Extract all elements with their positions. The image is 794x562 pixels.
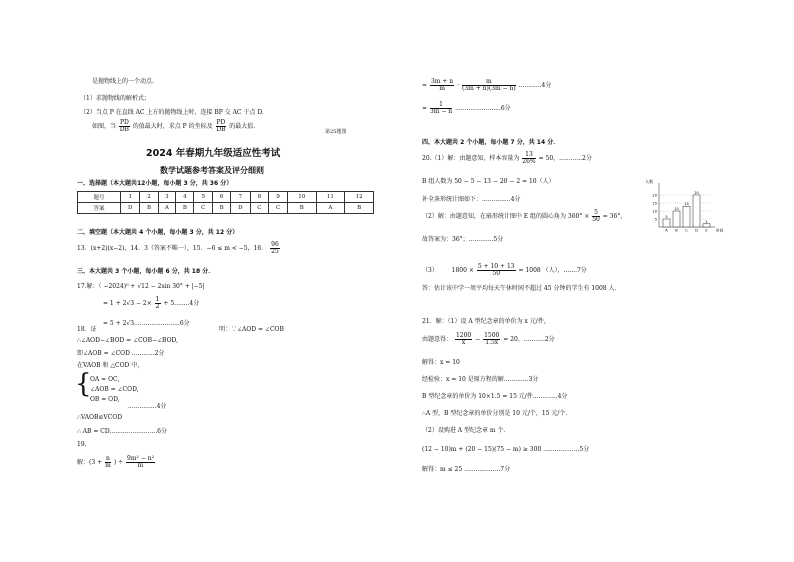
r1-score: ............4分: [518, 82, 552, 89]
frac-num: 1500: [484, 332, 500, 339]
table-answer-cell: C: [194, 203, 213, 214]
chart-ytick-label: 20: [652, 193, 657, 198]
q21-line-2c: = 20，...........2分: [503, 336, 555, 343]
pd-db-fraction-2: [216, 120, 227, 133]
table-header-cell: 3: [158, 192, 176, 203]
frac-num: 1: [430, 102, 452, 109]
r2-eq: =: [422, 105, 428, 112]
chart-bar: [663, 219, 670, 227]
r2-score: ........................6分: [455, 105, 511, 112]
answer-table: [77, 191, 374, 214]
bar-chart: [643, 175, 723, 235]
q20-line-7: 答：估计该中学一周平均每天午休时间不超过 45 分钟的学生有 1008 人．: [422, 285, 621, 292]
figure-caption: 第25题图: [325, 129, 347, 135]
q18-line-3: 即∠AOB = ∠COD ............2分: [77, 350, 165, 357]
frac-den: DB: [119, 126, 129, 133]
chart-bar: [703, 224, 710, 227]
q20-fraction-2: [592, 210, 600, 223]
frac-num: 96: [271, 241, 279, 248]
table-answer-cell: C: [250, 203, 269, 214]
q17-fraction: [155, 297, 161, 310]
table-answer-cell: D: [231, 203, 250, 214]
q17-line-3: = 5 + 2√3........................6分: [103, 320, 190, 327]
q17-line-2a: = 1 + 2√3 − 2×: [103, 300, 152, 307]
q20-line-6c: = 1008 （人），.......7分: [518, 267, 587, 274]
q18-line-5: ∴VAOB≌VCOD: [77, 414, 123, 421]
q20-line-4a: （2）解：由题意知，在扇形统计图中 E 组的圆心角为 360° ×: [422, 213, 590, 220]
table-answer-cell: B: [287, 203, 316, 214]
q17-line-2b: + 5........4分: [163, 300, 200, 307]
frac-num: n: [106, 455, 110, 462]
q21-line-2b: −: [475, 336, 481, 343]
frac-den: 3m − n: [429, 108, 453, 115]
frac-num: 13: [522, 152, 535, 159]
table-header-cell: 10: [287, 192, 316, 203]
frac-den: m: [105, 462, 111, 469]
table-header-cell: 2: [140, 192, 158, 203]
chart-bar: [693, 195, 700, 227]
q18-line-6: ∴ AB = CD.........................6分: [77, 428, 167, 435]
frac-den: (3m + n)(3m − n): [461, 85, 516, 92]
q19-line-1b: ) ÷: [113, 459, 124, 466]
chart-data-label: 5: [665, 215, 668, 219]
q18-cond-score: ...............4分: [128, 403, 167, 410]
frac-den: 1.5x: [485, 339, 499, 346]
q18-label: 18．证: [77, 326, 97, 333]
chart-category-label: A: [665, 228, 668, 233]
chart-data-label: 10: [674, 207, 679, 211]
table-header-cell: 6: [213, 192, 231, 203]
q18-line-4: 在VAOB 和 △COD 中，: [77, 362, 144, 369]
q18-proof-start: 明：∵∠AOD = ∠COB: [219, 326, 284, 333]
q21-line-5: B 型纪念章的单价为 10×1.5 = 15 元/件.............4分: [422, 393, 568, 400]
table-header-cell: 12: [345, 192, 374, 203]
q20-line-1a: 20.（1）解：由题意知，样本容量为: [422, 155, 520, 162]
carry-q2: （2）当点 P 在直线 AC 上方的抛物线上时，连接 BP 交 AC 于点 D.: [80, 109, 264, 116]
pd-db-fraction: [119, 120, 130, 133]
table-answer-cell: B: [345, 203, 374, 214]
q17-line-2: [103, 297, 199, 310]
frac-den: 50: [492, 270, 501, 277]
table-answer-row: [78, 203, 374, 214]
q21-line-6: ∴A 型，B 型纪念章的单价分别是 10 元/个，15 元/个．: [422, 410, 572, 417]
frac-den: 25: [271, 248, 279, 255]
frac-den: m: [137, 462, 144, 469]
table-answer-cell: D: [121, 203, 140, 214]
q21-line-3: 解得：x = 10: [422, 359, 460, 366]
q18-cond-3: OB = OD,: [90, 396, 120, 403]
chart-data-label: 2: [705, 219, 708, 224]
r1-eq: =: [422, 82, 428, 89]
q21-line-4: 经检验：x = 10 是原方程的解.............3分: [422, 376, 539, 383]
q21-line-2: [422, 333, 555, 346]
carry-q1: （1）求抛物线的解析式；: [80, 95, 150, 102]
section-4-heading: 四、本大题共 2 个小题，每小题 7 分，共 14 分．: [422, 139, 560, 146]
frac-den: 2: [155, 303, 160, 310]
q21-line-1: 21．解：（1）设 A 型纪念章的单价为 x 元/件，: [422, 318, 550, 325]
q17-line-1: 17.解：（ −2024)⁰ + √12 − 2sin 30° + |−5|: [77, 283, 205, 290]
frac-num: 1200: [455, 332, 472, 339]
frac-num: 3m + n: [430, 78, 454, 85]
q20-line-2: B 组人数为 50 − 5 − 13 − 20 − 2 = 10（人）: [422, 178, 555, 185]
q20-line-4b: = 36°，: [602, 213, 627, 220]
r1-dot: ·: [457, 82, 460, 89]
r1-fraction-2: [462, 79, 516, 92]
table-answer-cell: B: [140, 203, 158, 214]
table-answer-cell: A: [316, 203, 345, 214]
frac-den: x: [461, 339, 466, 346]
table-header-cell: 7: [231, 192, 250, 203]
q20-line-4: [422, 210, 626, 223]
r2-fraction: [430, 102, 452, 115]
carry-as-fig: 如图，当: [92, 123, 117, 130]
q19-label: 19.: [77, 441, 87, 448]
table-answer-cell: C: [269, 203, 288, 214]
r2-line: [422, 102, 511, 115]
q18-cond-2: ∠AOB = ∠COD,: [90, 386, 139, 393]
chart-data-label: 13: [684, 202, 689, 207]
chart-category-label: D: [695, 228, 698, 233]
q20-fraction-1: [522, 152, 535, 165]
carry-middle: 的值最大时，求点 P 的坐标及: [132, 123, 213, 130]
r1-fraction-1: [430, 79, 454, 92]
table-header-cell: 8: [250, 192, 269, 203]
frac-num: 5: [594, 209, 598, 216]
carry-line-4: [92, 120, 255, 133]
table-header-cell: 4: [176, 192, 194, 203]
r1-line: [422, 79, 551, 92]
q20-line-6a: （3）: [422, 267, 438, 274]
q18-cond-1: OA = OC,: [90, 376, 120, 383]
table-answer-cell: B: [176, 203, 194, 214]
chart-xlabel: 时间: [716, 228, 723, 233]
frac-den: 26%: [522, 158, 536, 165]
q19-fraction-a: [105, 456, 111, 469]
table-answer-cell: B: [213, 203, 231, 214]
chart-ytick-label: 10: [652, 209, 657, 214]
frac-den: m: [439, 85, 445, 92]
table-answer-cell: A: [158, 203, 176, 214]
q19-fraction-b: [126, 456, 155, 469]
q20-line-1: [422, 152, 592, 165]
q20-line-3: 补全条形统计图如下：...............4分: [422, 196, 521, 203]
frac-den: 50: [592, 216, 600, 223]
q21-fraction-1: [455, 333, 472, 346]
fill-answers: [77, 242, 281, 255]
q18-line-2: ∴∠AOD−∠BOD = ∠COB−∠BOD,: [77, 337, 178, 344]
section-1-heading: 一、选择题（本大题共12小题，每小题 3 分，共 36 分）: [77, 180, 233, 187]
chart-ytick-label: 5: [654, 217, 657, 222]
chart-category-label: C: [685, 228, 688, 233]
frac-num: 5 + 10 + 13: [477, 263, 515, 270]
frac-num: 1: [155, 296, 160, 303]
chart-ylabel: 人数: [645, 179, 653, 184]
frac-num: 9m² − n²: [127, 455, 155, 462]
chart-data-label: 20: [694, 191, 699, 195]
q20-line-5: 故答案为：36°；.............5分: [422, 236, 504, 243]
page-title: 2024 年春期九年级适应性考试: [146, 148, 281, 159]
chart-bar: [683, 206, 690, 227]
table-header-label: 题号: [78, 192, 121, 203]
table-header-cell: 9: [269, 192, 288, 203]
frac-num: PD: [216, 119, 226, 126]
table-header-cell: 11: [316, 192, 345, 203]
q21-line-7: （2）设购进 A 型纪念章 m 个．: [422, 427, 510, 434]
q20-fraction-3: [477, 264, 516, 277]
frac-num: PD: [119, 119, 129, 126]
q20-line-1b: = 50，............2分: [538, 155, 592, 162]
page-subtitle: 数学试题参考答案及评分细则: [160, 166, 264, 175]
q21-line-2a: 由题意得：: [422, 336, 453, 343]
chart-category-label: B: [675, 228, 678, 233]
carry-end: 的最大值.: [229, 123, 256, 130]
q16-fraction: [270, 242, 280, 255]
q21-line-9: 解得：m ≤ 25 ...................7分: [422, 466, 511, 473]
q19-line-1a: 解：(3 +: [77, 459, 103, 466]
q21-line-8: (12 − 10)m + (20 − 15)(75 − m) ≥ 300 ...................5分: [422, 446, 590, 453]
chart-ytick-label: 15: [652, 201, 657, 206]
section-2-heading: 二、填空题（本大题共 4 个小题，每小题 3 分，共 12 分）: [77, 229, 239, 236]
fill-answers-text: 13．(x+2)(x−2)，14．3（答案不唯一），15．−6 ≤ m < −5，16．: [77, 245, 268, 252]
q19-line-1: [77, 456, 156, 469]
carry-text-1: 是抛物线上的一个动点.: [92, 78, 154, 85]
q20-line-6b: 1800 ×: [451, 267, 474, 274]
chart-bar: [673, 211, 680, 227]
q18-brace: {: [75, 369, 92, 399]
section-3-heading: 三、本大题共 3 个小题，每小题 6 分，共 18 分．: [77, 268, 215, 275]
table-header-row: [78, 192, 374, 203]
q20-line-6: [422, 264, 587, 277]
frac-den: DB: [216, 126, 226, 133]
frac-num: m: [462, 79, 516, 86]
table-answer-label: 答案: [78, 203, 121, 214]
chart-category-label: E: [705, 228, 708, 233]
table-header-cell: 5: [194, 192, 213, 203]
q21-fraction-2: [483, 333, 500, 346]
table-header-cell: 1: [121, 192, 140, 203]
